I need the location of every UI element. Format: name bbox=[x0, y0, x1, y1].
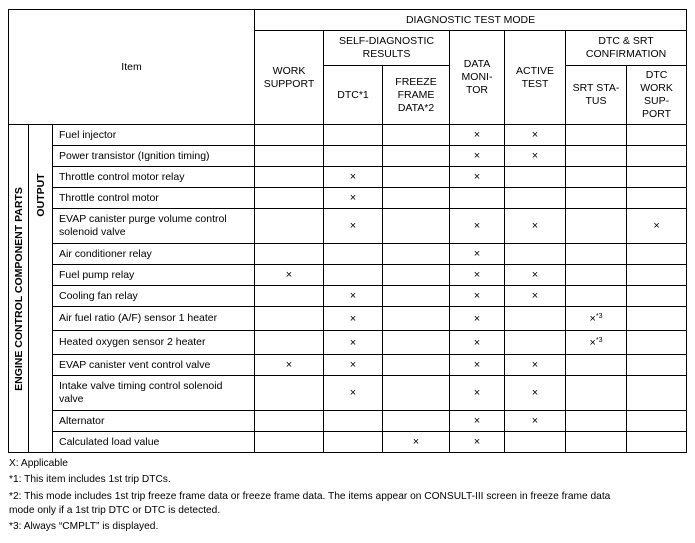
cell-srt-status bbox=[566, 146, 627, 167]
item-cell bbox=[53, 167, 255, 188]
cell-data-monitor bbox=[450, 411, 505, 432]
table-row bbox=[9, 355, 687, 376]
cell-work-support bbox=[255, 125, 324, 146]
cell-freeze-frame bbox=[383, 411, 450, 432]
item-text: Heated oxygen sensor 2 heater bbox=[59, 336, 206, 348]
cell-dtc bbox=[324, 125, 383, 146]
cell-work-support bbox=[255, 244, 324, 265]
item-text: Fuel injector bbox=[59, 128, 117, 141]
cell-srt-status bbox=[566, 167, 627, 188]
cell-dtc-work-support bbox=[627, 209, 687, 244]
applicable-mark: × bbox=[349, 220, 357, 232]
table-row bbox=[9, 209, 687, 244]
cell-active-test bbox=[505, 411, 566, 432]
footnote-ref: *3 bbox=[595, 336, 603, 344]
item-cell bbox=[53, 286, 255, 307]
table-row bbox=[9, 146, 687, 167]
cell-data-monitor bbox=[450, 244, 505, 265]
applicable-mark: × bbox=[531, 220, 539, 232]
applicable-mark: × bbox=[412, 436, 420, 448]
cell-active-test bbox=[505, 331, 566, 355]
item-text: Cooling fan relay bbox=[59, 289, 138, 302]
cell-data-monitor bbox=[450, 307, 505, 331]
cell-data-monitor bbox=[450, 188, 505, 209]
cell-dtc bbox=[324, 244, 383, 265]
item-header: Item bbox=[9, 10, 255, 125]
cell-dtc bbox=[324, 331, 383, 355]
dtc-header: DTC*1 bbox=[324, 66, 383, 125]
table-body bbox=[9, 125, 687, 453]
cell-freeze-frame bbox=[383, 125, 450, 146]
footnotes bbox=[9, 456, 689, 535]
table-row bbox=[9, 244, 687, 265]
cell-work-support bbox=[255, 355, 324, 376]
item-cell bbox=[53, 146, 255, 167]
cell-active-test bbox=[505, 355, 566, 376]
item-text: Air fuel ratio (A/F) sensor 1 heater bbox=[59, 312, 218, 324]
cell-active-test bbox=[505, 244, 566, 265]
note-2: *2: This mode includes 1st trip freeze frame data or freeze frame data. The items appear on CONSULT-III screen in freeze frame data mode only if a 1st trip DTC or DTC is detected. bbox=[9, 491, 611, 516]
table-row bbox=[9, 331, 687, 355]
item-cell bbox=[53, 307, 255, 331]
applicable-mark: × bbox=[285, 269, 293, 281]
table-row bbox=[9, 125, 687, 146]
data-monitor-header: DATA MONI- TOR bbox=[450, 31, 505, 125]
item-cell bbox=[53, 209, 255, 244]
cell-srt-status bbox=[566, 188, 627, 209]
cell-dtc bbox=[324, 432, 383, 453]
item-text: EVAP canister vent control valve bbox=[59, 358, 211, 371]
cell-dtc-work-support bbox=[627, 244, 687, 265]
applicable-mark: × bbox=[531, 415, 539, 427]
item-cell bbox=[53, 411, 255, 432]
work-support-header: WORK SUPPORT bbox=[255, 31, 324, 125]
cell-active-test bbox=[505, 307, 566, 331]
note-applicable: X: Applicable bbox=[9, 458, 68, 469]
cell-dtc bbox=[324, 307, 383, 331]
applicable-mark: × bbox=[531, 359, 539, 371]
item-text: Power transistor (Ignition timing) bbox=[59, 149, 210, 162]
footnote-ref: *3 bbox=[595, 312, 603, 320]
srt-status-header: SRT STA- TUS bbox=[566, 66, 627, 125]
cell-data-monitor bbox=[450, 286, 505, 307]
applicable-mark: × bbox=[589, 336, 596, 349]
cell-freeze-frame bbox=[383, 244, 450, 265]
cell-data-monitor bbox=[450, 376, 505, 411]
applicable-mark: × bbox=[531, 290, 539, 302]
table-row bbox=[9, 265, 687, 286]
active-test-header: ACTIVE TEST bbox=[505, 31, 566, 125]
cell-freeze-frame bbox=[383, 355, 450, 376]
item-text: Throttle control motor bbox=[59, 191, 159, 204]
cell-active-test bbox=[505, 286, 566, 307]
applicable-mark: × bbox=[349, 171, 357, 183]
group-label-engine-control bbox=[9, 125, 29, 453]
cell-active-test bbox=[505, 125, 566, 146]
applicable-mark: × bbox=[531, 269, 539, 281]
cell-dtc-work-support bbox=[627, 286, 687, 307]
cell-freeze-frame bbox=[383, 307, 450, 331]
item-text: solenoid valve bbox=[59, 226, 126, 238]
applicable-mark: × bbox=[473, 150, 481, 162]
applicable-mark: × bbox=[349, 290, 357, 302]
item-cell bbox=[53, 244, 255, 265]
item-text: Alternator bbox=[59, 414, 105, 427]
dtc-work-support-header: DTC WORK SUP- PORT bbox=[627, 66, 687, 125]
freeze-frame-header: FREEZE FRAME DATA*2 bbox=[383, 66, 450, 125]
table-row bbox=[9, 286, 687, 307]
cell-srt-status bbox=[566, 125, 627, 146]
applicable-mark: × bbox=[473, 336, 481, 349]
cell-data-monitor bbox=[450, 331, 505, 355]
cell-active-test bbox=[505, 432, 566, 453]
cell-freeze-frame bbox=[383, 146, 450, 167]
cell-dtc-work-support bbox=[627, 265, 687, 286]
cell-dtc-work-support bbox=[627, 307, 687, 331]
cell-work-support bbox=[255, 188, 324, 209]
item-cell bbox=[53, 331, 255, 355]
applicable-mark: × bbox=[473, 129, 481, 141]
cell-active-test bbox=[505, 265, 566, 286]
table-row bbox=[9, 411, 687, 432]
item-text: Intake valve timing control solenoid bbox=[59, 380, 223, 392]
table-row bbox=[9, 188, 687, 209]
cell-active-test bbox=[505, 209, 566, 244]
applicable-mark: × bbox=[531, 150, 539, 162]
applicable-mark: × bbox=[473, 269, 481, 281]
cell-active-test bbox=[505, 188, 566, 209]
item-text: Throttle control motor relay bbox=[59, 170, 185, 183]
applicable-mark: × bbox=[285, 359, 293, 371]
applicable-mark: × bbox=[473, 312, 481, 325]
cell-dtc-work-support bbox=[627, 331, 687, 355]
cell-dtc bbox=[324, 286, 383, 307]
applicable-mark: × bbox=[349, 312, 357, 325]
applicable-mark: × bbox=[473, 387, 481, 399]
cell-data-monitor bbox=[450, 432, 505, 453]
cell-data-monitor bbox=[450, 209, 505, 244]
cell-work-support bbox=[255, 376, 324, 411]
cell-work-support bbox=[255, 286, 324, 307]
cell-dtc-work-support bbox=[627, 411, 687, 432]
applicable-mark: × bbox=[531, 387, 539, 399]
applicable-mark: × bbox=[349, 192, 357, 204]
applicable-mark: × bbox=[473, 436, 481, 448]
group-label-output bbox=[29, 125, 53, 453]
item-cell bbox=[53, 125, 255, 146]
cell-srt-status bbox=[566, 411, 627, 432]
cell-active-test bbox=[505, 146, 566, 167]
item-cell bbox=[53, 376, 255, 411]
applicable-mark: × bbox=[349, 336, 357, 349]
cell-work-support bbox=[255, 331, 324, 355]
cell-dtc bbox=[324, 209, 383, 244]
diagnostic-mode-table bbox=[8, 9, 687, 453]
cell-active-test bbox=[505, 376, 566, 411]
table-row bbox=[9, 167, 687, 188]
group-label-engine-control-text: ENGINE CONTROL COMPONENT PARTS bbox=[12, 186, 25, 391]
cell-srt-status bbox=[566, 265, 627, 286]
cell-dtc-work-support bbox=[627, 146, 687, 167]
cell-dtc-work-support bbox=[627, 355, 687, 376]
cell-work-support bbox=[255, 146, 324, 167]
applicable-mark: × bbox=[473, 171, 481, 183]
applicable-mark: × bbox=[473, 359, 481, 371]
item-text: Air conditioner relay bbox=[59, 247, 152, 260]
cell-data-monitor bbox=[450, 355, 505, 376]
item-cell bbox=[53, 355, 255, 376]
group-label-output-text: OUTPUT bbox=[34, 173, 47, 217]
item-text: valve bbox=[59, 393, 84, 405]
cell-freeze-frame bbox=[383, 286, 450, 307]
note-1: *1: This item includes 1st trip DTCs. bbox=[9, 474, 171, 485]
cell-dtc-work-support bbox=[627, 432, 687, 453]
applicable-mark: × bbox=[349, 359, 357, 371]
cell-work-support bbox=[255, 167, 324, 188]
cell-freeze-frame bbox=[383, 188, 450, 209]
table-row bbox=[9, 376, 687, 411]
item-cell bbox=[53, 265, 255, 286]
cell-srt-status bbox=[566, 331, 627, 355]
cell-work-support bbox=[255, 411, 324, 432]
applicable-mark: × bbox=[473, 415, 481, 427]
diagnostic-test-mode-header: DIAGNOSTIC TEST MODE bbox=[255, 10, 687, 31]
cell-dtc-work-support bbox=[627, 188, 687, 209]
dtc-srt-confirmation-header: DTC & SRT CONFIRMATION bbox=[566, 31, 687, 66]
item-cell bbox=[53, 188, 255, 209]
cell-data-monitor bbox=[450, 146, 505, 167]
item-text: Fuel pump relay bbox=[59, 268, 135, 281]
cell-dtc-work-support bbox=[627, 125, 687, 146]
cell-freeze-frame bbox=[383, 167, 450, 188]
cell-data-monitor bbox=[450, 125, 505, 146]
self-diagnostic-results-header: SELF-DIAGNOSTIC RESULTS bbox=[324, 31, 450, 66]
cell-work-support bbox=[255, 265, 324, 286]
cell-srt-status bbox=[566, 432, 627, 453]
cell-dtc-work-support bbox=[627, 167, 687, 188]
applicable-mark: × bbox=[349, 387, 357, 399]
table-row bbox=[9, 307, 687, 331]
cell-srt-status bbox=[566, 244, 627, 265]
applicable-mark: × bbox=[531, 129, 539, 141]
cell-freeze-frame bbox=[383, 432, 450, 453]
applicable-mark: × bbox=[653, 220, 660, 232]
cell-dtc bbox=[324, 376, 383, 411]
cell-srt-status bbox=[566, 209, 627, 244]
cell-dtc bbox=[324, 146, 383, 167]
cell-srt-status bbox=[566, 376, 627, 411]
item-cell bbox=[53, 432, 255, 453]
cell-dtc bbox=[324, 355, 383, 376]
cell-data-monitor bbox=[450, 167, 505, 188]
cell-work-support bbox=[255, 307, 324, 331]
cell-dtc bbox=[324, 188, 383, 209]
cell-work-support bbox=[255, 432, 324, 453]
cell-dtc bbox=[324, 265, 383, 286]
item-text: Calculated load value bbox=[59, 435, 160, 448]
cell-freeze-frame bbox=[383, 265, 450, 286]
cell-srt-status bbox=[566, 355, 627, 376]
item-text: EVAP canister purge volume control bbox=[59, 213, 227, 225]
cell-srt-status bbox=[566, 286, 627, 307]
cell-freeze-frame bbox=[383, 209, 450, 244]
applicable-mark: × bbox=[589, 312, 596, 325]
cell-work-support bbox=[255, 209, 324, 244]
note-3: *3: Always “CMPLT” is displayed. bbox=[9, 521, 159, 532]
cell-freeze-frame bbox=[383, 376, 450, 411]
applicable-mark: × bbox=[473, 220, 481, 232]
cell-data-monitor bbox=[450, 265, 505, 286]
cell-dtc bbox=[324, 167, 383, 188]
applicable-mark: × bbox=[473, 248, 481, 260]
table-row bbox=[9, 432, 687, 453]
cell-srt-status bbox=[566, 307, 627, 331]
cell-active-test bbox=[505, 167, 566, 188]
cell-freeze-frame bbox=[383, 331, 450, 355]
cell-dtc-work-support bbox=[627, 376, 687, 411]
applicable-mark: × bbox=[473, 290, 481, 302]
cell-dtc bbox=[324, 411, 383, 432]
